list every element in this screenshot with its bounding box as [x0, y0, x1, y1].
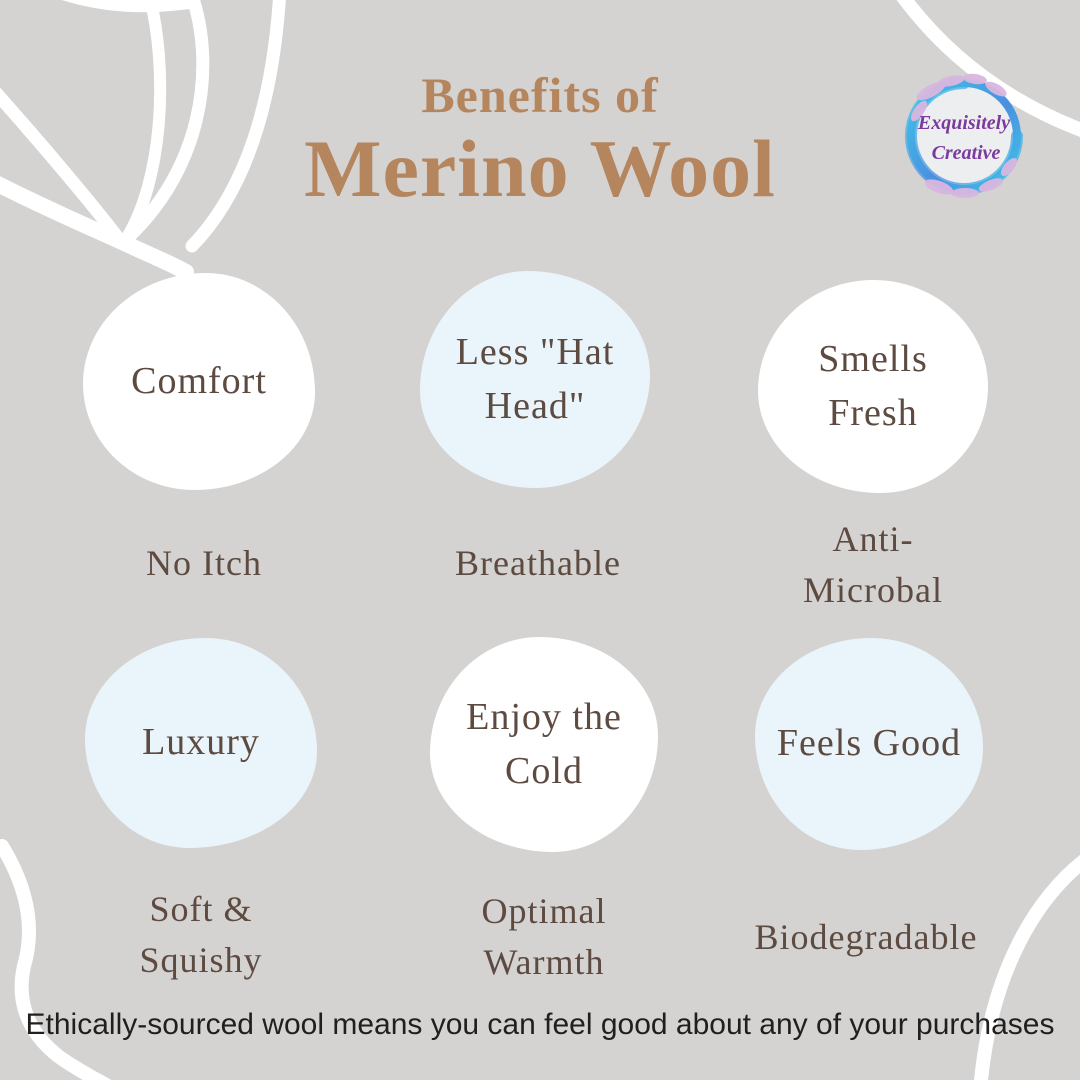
arc-bottom-right — [980, 856, 1080, 1080]
bubble-text: Enjoy the Cold — [466, 696, 622, 792]
brand-logo — [893, 63, 1035, 209]
benefit-bubble-comfort — [83, 273, 315, 490]
title-eyebrow: Benefits of — [421, 67, 659, 123]
benefit-label-anti-microbal: Anti-Microbal — [803, 519, 943, 611]
benefit-bubble-less-hat-head — [420, 271, 650, 488]
benefit-bubble-enjoy-the-cold — [430, 637, 658, 852]
logo-text-line2: Creative — [931, 142, 1001, 164]
footer-tagline: Ethically-sourced wool means you can feel good about any of your purchases — [25, 1008, 1055, 1041]
benefit-bubble-feels-good — [755, 638, 983, 850]
benefit-label-soft-squishy: Soft & Squishy — [139, 889, 263, 981]
benefit-label-no-itch: No Itch — [146, 543, 262, 583]
logo-text-line1: Exquisitely — [917, 112, 1011, 134]
bubble-text: Comfort — [131, 359, 267, 402]
bubble-text: Smells Fresh — [818, 338, 928, 434]
benefit-bubble-luxury — [85, 638, 317, 848]
benefit-bubble-smells-fresh — [758, 280, 988, 493]
benefit-label-breathable: Breathable — [455, 543, 621, 583]
title-main: Merino Wool — [304, 123, 776, 214]
bubble-text: Feels Good — [776, 722, 962, 765]
bubble-text: Less "Hat Head" — [455, 331, 615, 427]
logo-wreath-icon — [893, 63, 1035, 209]
bubble-text: Luxury — [142, 721, 260, 764]
benefit-label-optimal-warmth: Optimal Warmth — [481, 891, 607, 983]
benefit-label-biodegradable: Biodegradable — [754, 917, 978, 957]
